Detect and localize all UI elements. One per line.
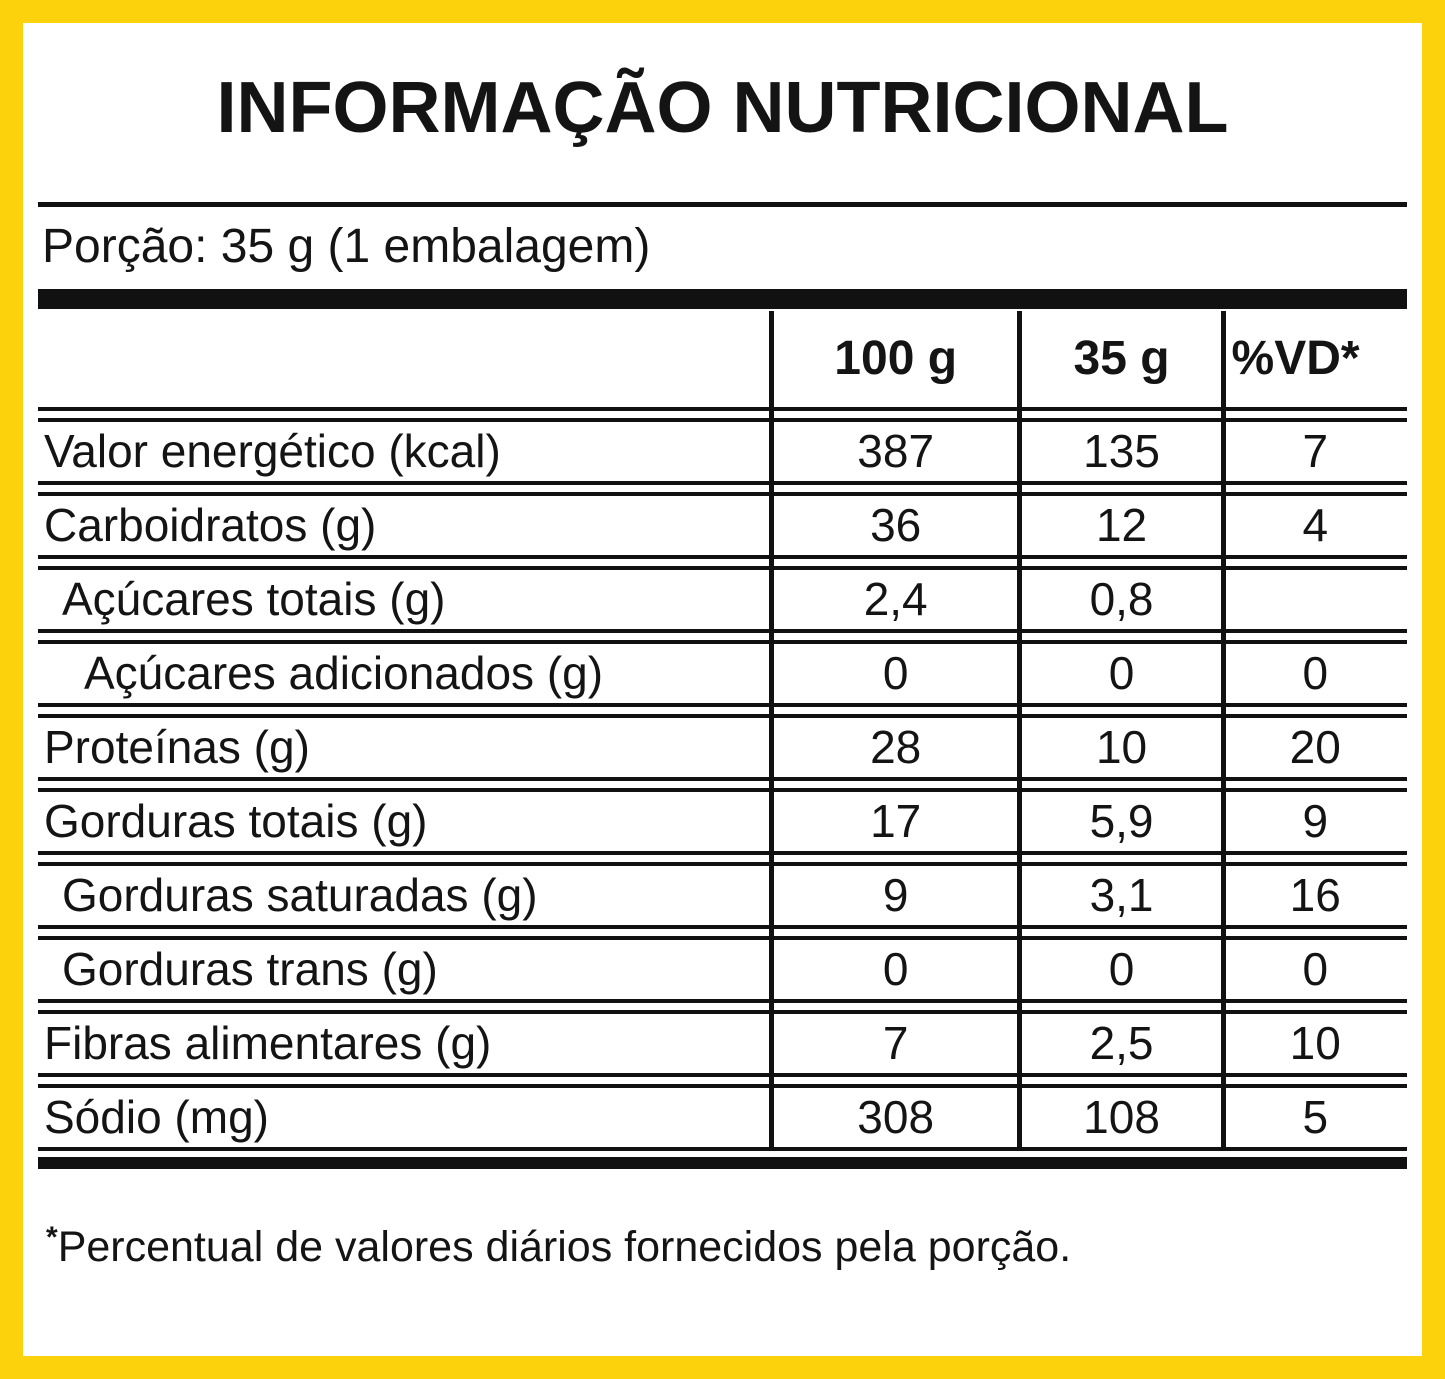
row-value-100g: 28 bbox=[870, 720, 922, 773]
table-row-fibras bbox=[38, 1010, 1407, 1077]
row-value-100g: 36 bbox=[870, 498, 922, 551]
nutrition-label bbox=[23, 23, 1422, 1356]
footnote-asterisk: * bbox=[46, 1220, 58, 1254]
row-value-100g: 2,4 bbox=[863, 572, 928, 625]
row-value-35g: 2,5 bbox=[1089, 1016, 1154, 1069]
row-label: Açúcares adicionados (g) bbox=[84, 646, 604, 699]
row-label: Sódio (mg) bbox=[44, 1090, 269, 1143]
row-value-100g: 0 bbox=[882, 942, 909, 995]
row-value-35g: 135 bbox=[1083, 424, 1160, 477]
table-row-gorduras-saturadas bbox=[38, 862, 1407, 929]
row-label: Gorduras totais (g) bbox=[44, 794, 428, 847]
nutrition-table bbox=[38, 311, 1407, 1151]
table-row-gorduras-trans bbox=[38, 936, 1407, 1003]
row-value-vd: 5 bbox=[1302, 1090, 1329, 1143]
row-label: Fibras alimentares (g) bbox=[44, 1016, 492, 1069]
label-title: INFORMAÇÃO NUTRICIONAL bbox=[216, 68, 1229, 148]
header-35g: 35 g bbox=[1073, 331, 1170, 385]
row-value-vd: 0 bbox=[1302, 942, 1329, 995]
table-top-bar bbox=[38, 289, 1407, 309]
row-value-vd: 20 bbox=[1289, 720, 1341, 773]
row-value-100g: 9 bbox=[882, 868, 909, 921]
row-label: Valor energético (kcal) bbox=[44, 424, 501, 477]
row-label: Açúcares totais (g) bbox=[62, 572, 446, 625]
column-divider-3 bbox=[1221, 311, 1226, 1151]
table-row-acucares-totais bbox=[38, 566, 1407, 633]
row-value-vd: 10 bbox=[1289, 1016, 1341, 1069]
footnote-text: Percentual de valores diários fornecidos pela porção. bbox=[57, 1222, 1072, 1271]
daily-values-footnote bbox=[38, 1221, 1407, 1272]
table-row-acucares-adicionados bbox=[38, 640, 1407, 707]
row-label: Carboidratos (g) bbox=[44, 498, 377, 551]
row-value-100g: 7 bbox=[882, 1016, 909, 1069]
row-label: Gorduras saturadas (g) bbox=[62, 868, 538, 921]
column-divider-1 bbox=[769, 311, 774, 1151]
table-row-sodio bbox=[38, 1084, 1407, 1151]
row-value-vd: 16 bbox=[1289, 868, 1341, 921]
row-value-vd: 7 bbox=[1302, 424, 1329, 477]
row-value-35g: 0 bbox=[1108, 942, 1135, 995]
row-value-35g: 3,1 bbox=[1089, 868, 1154, 921]
row-value-vd: 0 bbox=[1302, 646, 1329, 699]
row-value-35g: 0 bbox=[1108, 646, 1135, 699]
table-row-gorduras-totais bbox=[38, 788, 1407, 855]
row-value-vd: 4 bbox=[1302, 498, 1329, 551]
row-value-100g: 0 bbox=[882, 646, 909, 699]
row-value-35g: 10 bbox=[1095, 720, 1148, 773]
row-value-100g: 17 bbox=[870, 794, 922, 847]
row-value-35g: 0,8 bbox=[1089, 572, 1154, 625]
table-header-row bbox=[38, 311, 1407, 411]
row-value-35g: 5,9 bbox=[1089, 794, 1154, 847]
header-100g: 100 g bbox=[834, 331, 958, 385]
table-row-proteinas bbox=[38, 714, 1407, 781]
table-row-valor-energetico bbox=[38, 418, 1407, 485]
row-value-100g: 387 bbox=[857, 424, 935, 477]
serving-size-text: Porção: 35 g (1 embalagem) bbox=[42, 219, 651, 273]
row-value-100g: 308 bbox=[857, 1090, 935, 1143]
table-bottom-bar bbox=[38, 1157, 1407, 1169]
row-label: Gorduras trans (g) bbox=[62, 942, 438, 995]
table-row-carboidratos bbox=[38, 492, 1407, 559]
row-label: Proteínas (g) bbox=[44, 720, 310, 773]
header-vd: %VD* bbox=[1231, 331, 1360, 385]
row-value-35g: 12 bbox=[1095, 498, 1148, 551]
row-value-vd: 9 bbox=[1302, 794, 1329, 847]
row-value-35g: 108 bbox=[1083, 1090, 1160, 1143]
column-divider-2 bbox=[1017, 311, 1022, 1151]
